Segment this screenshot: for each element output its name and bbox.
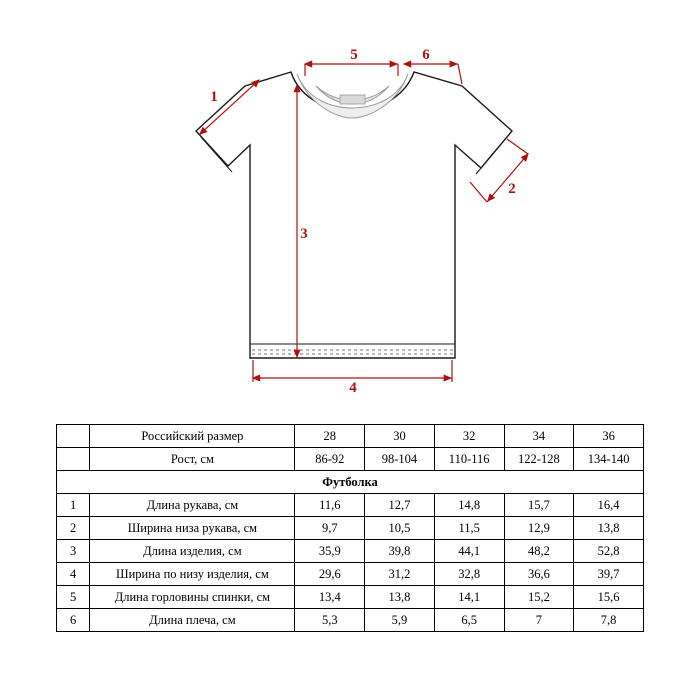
row-value: 16,4 (574, 494, 644, 517)
row-value: 39,8 (365, 540, 435, 563)
dim-label-4: 4 (349, 380, 357, 396)
group-title: Футболка (57, 471, 644, 494)
row-value: 14,8 (434, 494, 504, 517)
neck-tag (340, 95, 365, 104)
table-row (57, 563, 644, 586)
row-value: 15,6 (574, 586, 644, 609)
table-row (57, 609, 644, 632)
row-number: 4 (57, 563, 90, 586)
row-value: 11,5 (434, 517, 504, 540)
dim-label-5: 5 (350, 47, 358, 63)
row-value: 31,2 (365, 563, 435, 586)
row-value: 9,7 (295, 517, 365, 540)
row-name: Длина изделия, см (90, 540, 295, 563)
dim-label-1: 1 (210, 89, 218, 105)
header-size-value: 28 (295, 425, 365, 448)
row-name: Ширина низа рукава, см (90, 517, 295, 540)
row-value: 15,7 (504, 494, 574, 517)
table-row (57, 494, 644, 517)
row-value: 5,9 (365, 609, 435, 632)
header-size-value: 34 (504, 425, 574, 448)
row-value: 13,4 (295, 586, 365, 609)
row-value: 10,5 (365, 517, 435, 540)
row-value: 52,8 (574, 540, 644, 563)
row-value: 12,9 (504, 517, 574, 540)
row-value: 15,2 (504, 586, 574, 609)
header-height-value: 122-128 (504, 448, 574, 471)
table-row (57, 540, 644, 563)
row-name: Длина рукава, см (90, 494, 295, 517)
row-number: 6 (57, 609, 90, 632)
header-size-value: 30 (365, 425, 435, 448)
size-table (56, 424, 644, 632)
row-value: 36,6 (504, 563, 574, 586)
header-height-value: 98-104 (365, 448, 435, 471)
row-value: 7 (504, 609, 574, 632)
table-row (57, 517, 644, 540)
header-height-value: 134-140 (574, 448, 644, 471)
dim-label-6: 6 (422, 47, 430, 63)
row-value: 12,7 (365, 494, 435, 517)
row-value: 13,8 (365, 586, 435, 609)
row-name: Ширина по низу изделия, см (90, 563, 295, 586)
row-value: 6,5 (434, 609, 504, 632)
header-label-height: Рост, см (90, 448, 295, 471)
header-height-value: 110-116 (434, 448, 504, 471)
row-value: 44,1 (434, 540, 504, 563)
row-value: 48,2 (504, 540, 574, 563)
table-row-header-size (57, 425, 644, 448)
row-number: 2 (57, 517, 90, 540)
row-value: 39,7 (574, 563, 644, 586)
row-number: 5 (57, 586, 90, 609)
table-row-header-height (57, 448, 644, 471)
row-value: 11,6 (295, 494, 365, 517)
row-value: 5,3 (295, 609, 365, 632)
row-value: 32,8 (434, 563, 504, 586)
row-value: 29,6 (295, 563, 365, 586)
empty-cell (57, 425, 90, 448)
size-table-body (57, 425, 644, 632)
empty-cell (57, 448, 90, 471)
table-row (57, 586, 644, 609)
row-value: 13,8 (574, 517, 644, 540)
row-name: Длина плеча, см (90, 609, 295, 632)
row-number: 3 (57, 540, 90, 563)
row-value: 7,8 (574, 609, 644, 632)
dim-label-3: 3 (300, 226, 308, 242)
header-size-value: 36 (574, 425, 644, 448)
row-value: 14,1 (434, 586, 504, 609)
row-number: 1 (57, 494, 90, 517)
header-size-value: 32 (434, 425, 504, 448)
row-name: Длина горловины спинки, см (90, 586, 295, 609)
size-table-wrapper (56, 424, 644, 632)
table-row-group-title (57, 471, 644, 494)
header-label-size: Российский размер (90, 425, 295, 448)
dim-label-2: 2 (508, 181, 516, 197)
header-height-value: 86-92 (295, 448, 365, 471)
row-value: 35,9 (295, 540, 365, 563)
